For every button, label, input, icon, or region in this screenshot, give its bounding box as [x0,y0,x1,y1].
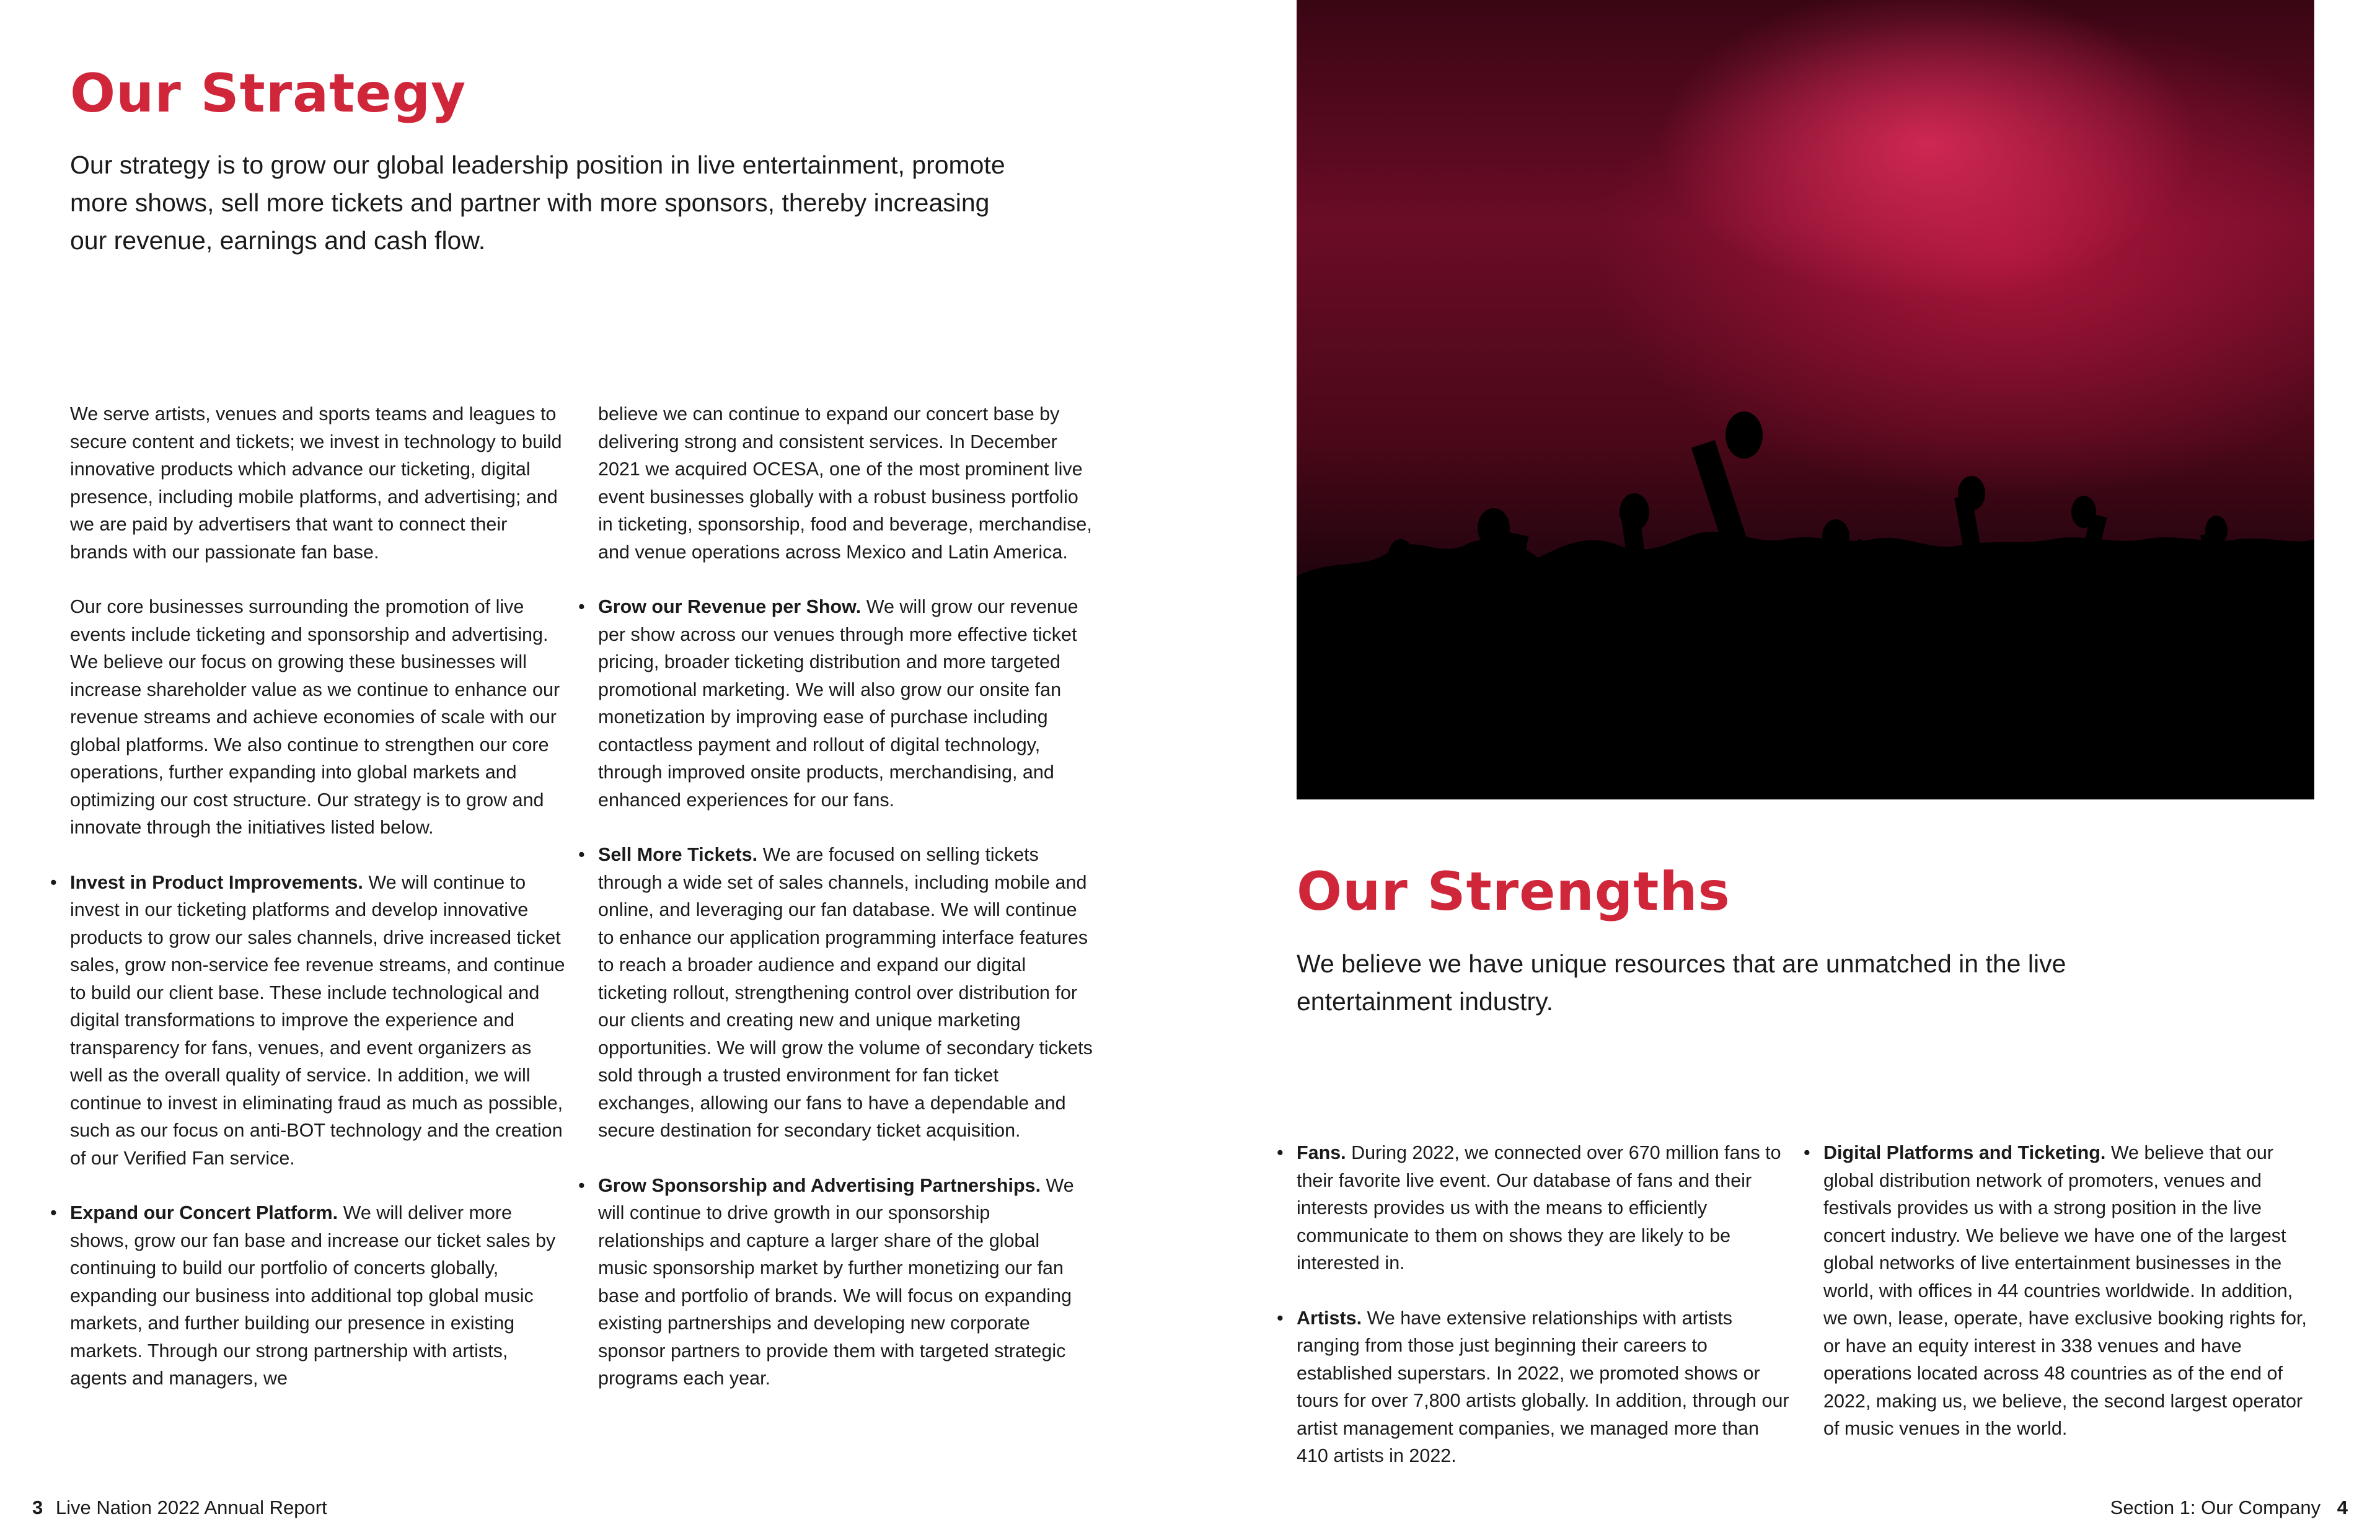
strength-artists [1297,1305,1792,1470]
initiative-title: Grow our Revenue per Show. [598,596,862,617]
strengths-title: Our Strengths [1297,861,1730,923]
page-number-left: 3 [32,1497,43,1518]
initiative-title: Expand our Concert Platform. [70,1202,338,1223]
strategy-paragraph-1: We serve artists, venues and sports teams and leagues to secure content and tickets; we invest in technology to build innovative products which advance our ticketing, digital presence, including mobile platforms, and advertising; and we are paid by advertisers that want to connect their brands with our passionate fan base. [70,403,562,563]
strengths-list-2 [1823,1139,2319,1443]
initiative-sell-more-tickets [598,841,1094,1145]
strengths-column-1 [1297,1139,1792,1497]
strengths-list-1 [1297,1139,1792,1470]
strength-digital-platforms [1823,1139,2319,1443]
initiative-text: We are focused on selling tickets through a wide set of sales channels, including mobile and online, and leveraging our fan database. We will continue to enhance our application programming interface features to reach a broader audience and expand our digital ticketing rollout, strengthening control over distribution for our clients and creating new and unique marketing opportunities. We will grow the volume of secondary tickets sold through a trusted environment for fan ticket exchanges, allowing our fans to have a dependable and secure destination for secondary ticket acquisition. [598,844,1093,1141]
initiative-title: Grow Sponsorship and Advertising Partnerships. [598,1174,1041,1196]
strengths-column-2 [1823,1139,2319,1470]
strength-text: We believe that our global distribution network of promoters, venues and festivals provides us with a strong position in the live concert industry. We believe we have one of the largest global networks of live entertainment businesses in the world, with offices in 44 countries worldwide. In addition, we own, lease, operate, have exclusive booking rights for, or have an equity interest in 338 venues and have operations located across 48 countries as of the end of 2022, making us, we believe, the second largest operator of music venues in the world. [1823,1142,2307,1439]
initiative-text: We will deliver more shows, grow our fan base and increase our ticket sales by continuing to build our portfolio of concerts globally, expanding our business into additional top global music markets, and further building our presence in existing markets. Through our strong partnership with artists, agents and managers, we [70,1202,556,1389]
strength-text: During 2022, we connected over 670 million fans to their favorite live event. Our database of fans and their interests provides us with the means to efficiently communicate to them on shows they are likely to be interested in. [1297,1142,1781,1274]
initiative-product-improvements [70,869,566,1173]
strategy-initiatives-list-1 [70,869,566,1393]
initiative-text: We will continue to invest in our ticketing platforms and develop innovative products to grow our sales channels, drive increased ticket sales, grow non-service fee revenue streams, and continue to build our client base. These include technological and digital transformations to improve the experience and transparency for fans, venues, and event organizers as well as the overall quality of service. In addition, we will continue to invest in eliminating fraud as much as possible, such as our focus on anti-BOT technology and the creation of our Verified Fan service. [70,871,565,1169]
initiative-concert-platform [70,1199,566,1393]
footer-report-title: Live Nation 2022 Annual Report [55,1497,327,1518]
strategy-paragraph-2: Our core businesses surrounding the promotion of live events include ticketing and sponsorship and advertising. We believe our focus on growing these businesses will increase shareholder value as we continue to enhance our revenue streams and achieve economies of scale with our global platforms. We also continue to strengthen our core operations, further expanding into global markets and optimizing our cost structure. Our strategy is to grow and innovate through the initiatives listed below. [70,596,560,838]
footer-right [2110,1497,2348,1519]
footer-section-name: Section 1: Our Company [2110,1497,2321,1518]
initiative-revenue-per-show [598,593,1094,814]
initiative-text: We will grow our revenue per show across our venues through more effective ticket pricing, broader ticketing distribution and more targeted promotional marketing. We will also grow our onsite fan monetization by improving ease of purchase including contactless payment and rollout of digital technology, through improved onsite products, merchandising, and enhanced experiences for our fans. [598,596,1078,811]
footer-left [32,1497,327,1519]
strength-fans [1297,1139,1792,1277]
strategy-initiatives-list-2 [598,593,1094,1393]
strength-title: Fans. [1297,1142,1346,1163]
strategy-paragraph-continued: believe we can continue to expand our concert base by delivering strong and consistent services. In December 2021 we acquired OCESA, one of the most prominent live event businesses globally with a robust business portfolio in ticketing, sponsorship, food and beverage, merchandise, and venue operations across Mexico and Latin America. [598,403,1092,563]
crowd-silhouette [1297,0,2314,799]
initiative-title: Sell More Tickets. [598,844,758,865]
strength-text: We have extensive relationships with artists ranging from those just beginning their careers to established superstars. In 2022, we promoted shows or tours for over 7,800 artists globally. In addition, through our artist management companies, we managed more than 410 artists in 2022. [1297,1307,1789,1466]
strategy-column-1 [70,400,566,1420]
initiative-title: Invest in Product Improvements. [70,871,363,893]
initiative-text: We will continue to drive growth in our sponsorship relationships and capture a larger share of the global music sponsorship market by further monetizing our fan base and portfolio of brands. We will focus on expanding existing partnerships and developing new corporate sponsor partners to provide them with targeted strategic programs each year. [598,1174,1074,1389]
strength-title: Digital Platforms and Ticketing. [1823,1142,2106,1163]
strength-title: Artists. [1297,1307,1362,1329]
strengths-intro: We believe we have unique resources that are unmatched in the live entertainment industry. [1297,949,2066,1016]
initiative-sponsorship [598,1172,1094,1393]
strategy-column-2 [598,400,1094,1420]
concert-crowd-photo [1297,0,2314,799]
page-number-right: 4 [2337,1497,2348,1518]
strategy-title: Our Strategy [70,63,467,125]
strategy-intro: Our strategy is to grow our global leadership position in live entertainment, promote more shows, sell more tickets and partner with more sponsors, thereby increasing our revenue, earnings and cash flow. [70,151,1005,255]
